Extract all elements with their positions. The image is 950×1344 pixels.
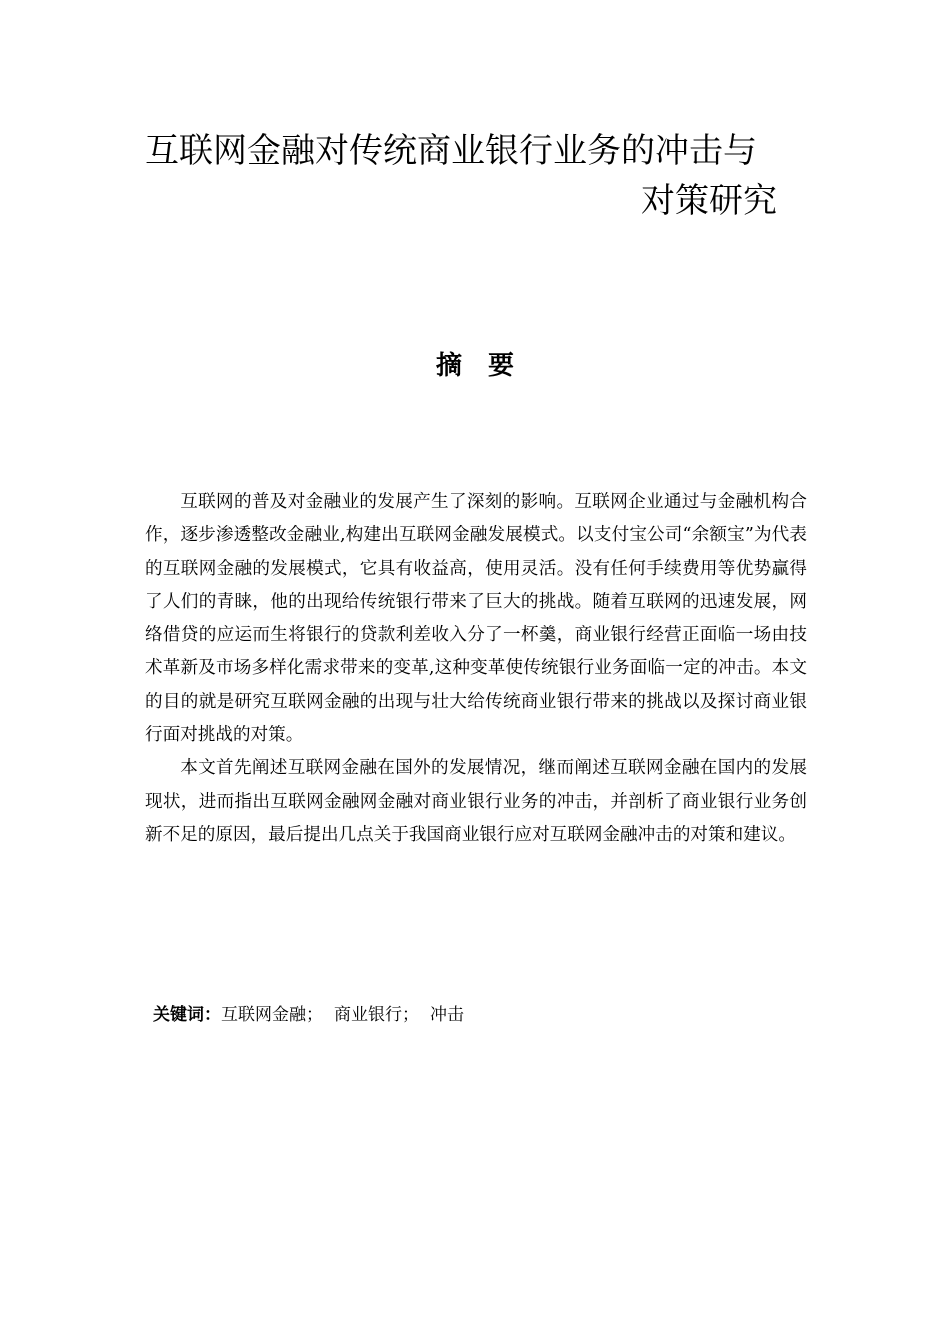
abstract-paragraph-1: 互联网的普及对金融业的发展产生了深刻的影响。互联网企业通过与金融机构合作，逐步渗透整改金融业,构建出互联网金融发展模式。以支付宝公司“余额宝”为代表的互联网金融的发展模式，它具有收益高，使用灵活。没有任何手续费用等优势赢得了人们的青睐，他的出现给传统银行带来了巨大的挑战。随着互联网的迅速发展，网络借贷的应运而生将银行的贷款利差收入分了一杯羹，商业银行经营正面临一场由技术革新及市场多样化需求带来的变革,这种变革使传统银行业务面临一定的冲击。本文的目的就是研究互联网金融的出现与壮大给传统商业银行带来的挑战以及探讨商业银行面对挑战的对策。 [145, 492, 807, 746]
title-line-2: 对策研究 [641, 181, 777, 221]
keyword-separator: ； [402, 1005, 419, 1025]
keyword-2: 商业银行 [334, 1005, 402, 1025]
document-title [145, 126, 777, 226]
keywords-line [153, 1000, 813, 1030]
keyword-separator: ； [306, 1005, 323, 1025]
abstract-heading: 摘 要 [435, 351, 514, 381]
title-line-1: 互联网金融对传统商业银行业务的冲击与 [145, 131, 757, 171]
keyword-1: 互联网金融 [221, 1005, 306, 1025]
abstract-paragraph-2: 本文首先阐述互联网金融在国外的发展情况，继而阐述互联网金融在国内的发展现状，进而指出互联网金融网金融对商业银行业务的冲击，并剖析了商业银行业务创新不足的原因，最后提出几点关于我国商业银行应对互联网金融冲击的对策和建议。 [145, 758, 807, 845]
keywords-label: 关键词： [153, 1005, 221, 1025]
abstract-body [145, 486, 807, 852]
keyword-3: 冲击 [430, 1005, 464, 1025]
